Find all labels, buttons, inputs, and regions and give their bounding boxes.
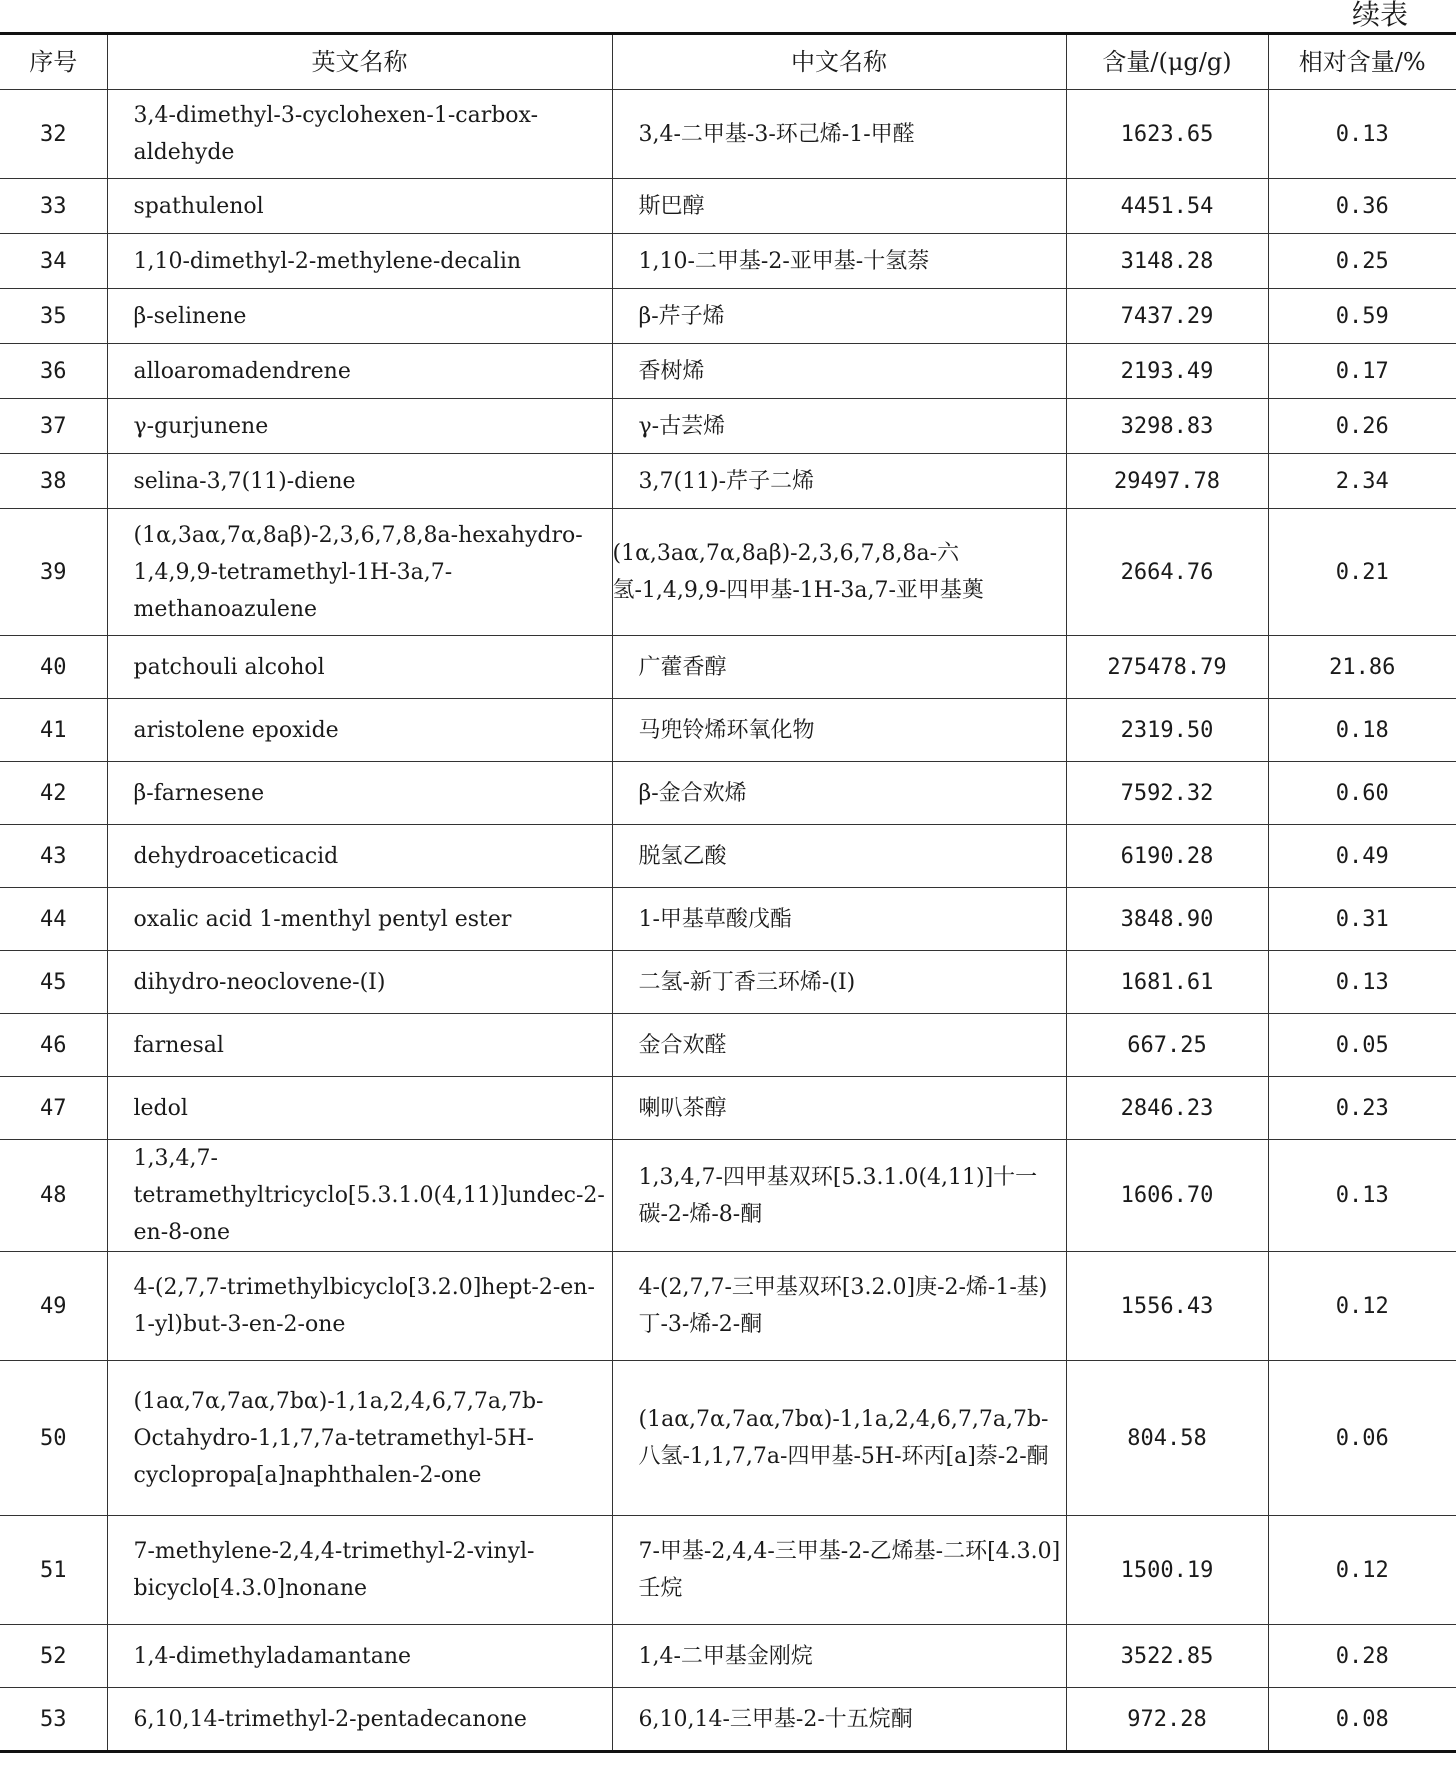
row-zh-text: (1α,3aα,7α,8aβ)-2,3,6,7,8,8a-六氢-1,4,9,9-四甲基-1H-3a,7-亚甲基薁 [612,541,984,603]
table-row [0,509,1456,636]
row-content: 2664.76 [1066,509,1268,636]
row-content: 3148.28 [1066,234,1268,289]
table-row [0,344,1456,399]
row-en-text: oxalic acid 1-menthyl pentyl ester [133,906,512,932]
row-relative: 0.60 [1268,762,1456,825]
row-no: 47 [0,1077,107,1140]
row-zh [612,234,1066,289]
table-row [0,1252,1456,1361]
row-zh-text: 广藿香醇 [638,654,727,680]
row-zh [612,1140,1066,1252]
row-zh [612,762,1066,825]
row-en [107,234,612,289]
row-en-text: β-selinene [133,303,247,329]
header-en: 英文名称 [107,34,612,90]
row-relative: 0.23 [1268,1077,1456,1140]
row-content: 667.25 [1066,1014,1268,1077]
row-en [107,888,612,951]
row-zh [612,344,1066,399]
row-content: 1681.61 [1066,951,1268,1014]
row-en-text: β-farnesene [133,780,265,806]
row-zh-text: 金合欢醛 [638,1032,727,1058]
table-row [0,1014,1456,1077]
row-en [107,762,612,825]
row-content: 3848.90 [1066,888,1268,951]
row-no: 35 [0,289,107,344]
row-zh-text: 马兜铃烯环氧化物 [638,717,815,743]
row-no: 32 [0,90,107,179]
row-relative: 0.17 [1268,344,1456,399]
row-zh-text: β-金合欢烯 [638,780,747,806]
row-relative: 0.18 [1268,699,1456,762]
row-en-text: farnesal [133,1032,224,1058]
row-en [107,509,612,636]
row-zh [612,1014,1066,1077]
row-en-text: (1α,3aα,7α,8aβ)-2,3,6,7,8,8a-hexahydro-1,4,9,9-tetramethyl-1H-3a,7-methanoazulene [133,522,583,622]
row-zh [612,454,1066,509]
row-en [107,399,612,454]
row-relative: 0.13 [1268,951,1456,1014]
row-no: 41 [0,699,107,762]
row-en [107,1140,612,1252]
row-en-text: selina-3,7(11)-diene [133,468,356,494]
row-en-text: spathulenol [133,193,264,219]
row-content: 2846.23 [1066,1077,1268,1140]
row-relative: 0.26 [1268,399,1456,454]
row-relative: 0.36 [1268,179,1456,234]
row-no: 51 [0,1516,107,1625]
row-content: 1623.65 [1066,90,1268,179]
row-zh [612,1361,1066,1516]
row-relative: 0.28 [1268,1625,1456,1688]
row-en-text: alloaromadendrene [133,358,351,384]
row-zh-text: (1aα,7α,7aα,7bα)-1,1a,2,4,6,7,7a,7b-八氢-1,1,7,7a-四甲基-5H-环丙[a]萘-2-酮 [638,1407,1049,1469]
table-row [0,762,1456,825]
row-relative: 0.13 [1268,90,1456,179]
row-relative: 0.49 [1268,825,1456,888]
row-relative: 0.12 [1268,1516,1456,1625]
table-row [0,1516,1456,1625]
table-row [0,699,1456,762]
row-content: 29497.78 [1066,454,1268,509]
row-relative: 0.08 [1268,1688,1456,1752]
row-en [107,90,612,179]
row-zh-text: 6,10,14-三甲基-2-十五烷酮 [638,1706,913,1732]
row-zh [612,1625,1066,1688]
row-relative: 0.25 [1268,234,1456,289]
row-no: 40 [0,636,107,699]
row-en-text: 7-methylene-2,4,4-trimethyl-2-vinyl-bicyclo[4.3.0]nonane [133,1539,535,1601]
row-en-text: patchouli alcohol [133,654,325,680]
table-row [0,1077,1456,1140]
row-zh-text: 3,7(11)-芹子二烯 [638,468,815,494]
row-content: 2319.50 [1066,699,1268,762]
row-relative: 2.34 [1268,454,1456,509]
row-no: 49 [0,1252,107,1361]
table-row [0,234,1456,289]
row-content: 2193.49 [1066,344,1268,399]
header-content: 含量/(μg/g) [1066,34,1268,90]
row-zh-text: 4-(2,7,7-三甲基双环[3.2.0]庚-2-烯-1-基)丁-3-烯-2-酮 [638,1275,1048,1337]
row-en-text: 6,10,14-trimethyl-2-pentadecanone [133,1706,527,1732]
compound-table [0,32,1456,1753]
row-en [107,289,612,344]
row-zh-text: 3,4-二甲基-3-环己烯-1-甲醛 [638,121,915,147]
row-no: 48 [0,1140,107,1252]
header-zh: 中文名称 [612,34,1066,90]
row-zh-text: 1,10-二甲基-2-亚甲基-十氢萘 [638,248,930,274]
row-content: 804.58 [1066,1361,1268,1516]
row-zh-text: 1,3,4,7-四甲基双环[5.3.1.0(4,11)]十一碳-2-烯-8-酮 [638,1164,1038,1227]
row-relative: 21.86 [1268,636,1456,699]
row-en [107,1688,612,1752]
row-zh-text: 斯巴醇 [638,193,705,219]
row-zh-text: 1-甲基草酸戊酯 [638,906,792,932]
row-zh-text: 1,4-二甲基金刚烷 [638,1643,813,1669]
row-en [107,1625,612,1688]
row-zh [612,1077,1066,1140]
row-relative: 0.05 [1268,1014,1456,1077]
row-en-text: dehydroaceticacid [133,843,339,869]
row-no: 44 [0,888,107,951]
row-en [107,179,612,234]
row-en-text: 4-(2,7,7-trimethylbicyclo[3.2.0]hept-2-en-1-yl)but-3-en-2-one [133,1275,595,1337]
row-zh [612,888,1066,951]
table-row [0,825,1456,888]
row-en [107,1516,612,1625]
row-en-text: (1aα,7α,7aα,7bα)-1,1a,2,4,6,7,7a,7b-Octahydro-1,1,7,7a-tetramethyl-5H-cyclopropa[a]naphthalen-2-one [133,1388,544,1488]
row-content: 7437.29 [1066,289,1268,344]
row-relative: 0.21 [1268,509,1456,636]
row-en [107,1252,612,1361]
row-en-text: 1,4-dimethyladamantane [133,1643,412,1669]
header-relative: 相对含量/% [1268,34,1456,90]
row-zh [612,699,1066,762]
row-zh [612,1688,1066,1752]
row-en-text: dihydro-neoclovene-(Ⅰ) [133,969,386,995]
row-content: 3298.83 [1066,399,1268,454]
row-content: 6190.28 [1066,825,1268,888]
row-no: 50 [0,1361,107,1516]
row-zh-text: 香树烯 [638,358,705,384]
row-relative: 0.06 [1268,1361,1456,1516]
row-en-text: ledol [133,1095,188,1121]
row-content: 3522.85 [1066,1625,1268,1688]
row-en [107,825,612,888]
row-no: 42 [0,762,107,825]
row-zh-text: 脱氢乙酸 [638,843,727,869]
row-en [107,699,612,762]
table-row [0,888,1456,951]
row-en [107,344,612,399]
row-en [107,454,612,509]
row-content: 972.28 [1066,1688,1268,1752]
row-zh [612,179,1066,234]
row-en [107,951,612,1014]
table-row [0,636,1456,699]
table-caption: 续表 [1351,0,1408,31]
row-en-text: γ-gurjunene [133,413,269,439]
table-row [0,1625,1456,1688]
table-row [0,951,1456,1014]
table-row [0,1688,1456,1752]
row-zh [612,636,1066,699]
table-row [0,289,1456,344]
table-row [0,454,1456,509]
row-zh-text: β-芹子烯 [638,303,725,329]
table-row [0,399,1456,454]
table-header-row [0,34,1456,90]
row-zh [612,90,1066,179]
row-zh [612,399,1066,454]
row-en [107,636,612,699]
table-row [0,90,1456,179]
table-row [0,1140,1456,1252]
row-zh [612,825,1066,888]
row-no: 39 [0,509,107,636]
row-content: 1556.43 [1066,1252,1268,1361]
row-en-text: 3,4-dimethyl-3-cyclohexen-1-carbox-aldehyde [133,103,538,165]
row-content: 4451.54 [1066,179,1268,234]
row-relative: 0.59 [1268,289,1456,344]
row-content: 275478.79 [1066,636,1268,699]
row-en [107,1077,612,1140]
row-en-text: 1,10-dimethyl-2-methylene-decalin [133,248,522,274]
table-row [0,179,1456,234]
row-relative: 0.12 [1268,1252,1456,1361]
row-no: 33 [0,179,107,234]
row-zh [612,951,1066,1014]
row-no: 45 [0,951,107,1014]
row-zh [612,1252,1066,1361]
table-row [0,1361,1456,1516]
row-en [107,1361,612,1516]
row-content: 1500.19 [1066,1516,1268,1625]
row-en-text: aristolene epoxide [133,717,339,743]
row-no: 53 [0,1688,107,1752]
row-zh-text: 7-甲基-2,4,4-三甲基-2-乙烯基-二环[4.3.0]壬烷 [638,1539,1061,1601]
row-zh-text: 二氢-新丁香三环烯-(Ⅰ) [638,969,856,995]
row-no: 43 [0,825,107,888]
row-zh-text: γ-古芸烯 [638,413,726,439]
row-relative: 0.13 [1268,1140,1456,1252]
row-relative: 0.31 [1268,888,1456,951]
row-content: 7592.32 [1066,762,1268,825]
row-no: 36 [0,344,107,399]
header-no: 序号 [0,34,107,90]
row-zh [612,509,1066,636]
row-no: 37 [0,399,107,454]
row-zh-text: 喇叭茶醇 [638,1095,727,1121]
row-no: 38 [0,454,107,509]
row-zh [612,1516,1066,1625]
row-no: 34 [0,234,107,289]
row-en-text: 1,3,4,7-tetramethyltricyclo[5.3.1.0(4,11)]undec-2-en-8-one [133,1146,605,1245]
row-en [107,1014,612,1077]
row-no: 46 [0,1014,107,1077]
row-no: 52 [0,1625,107,1688]
row-zh [612,289,1066,344]
row-content: 1606.70 [1066,1140,1268,1252]
